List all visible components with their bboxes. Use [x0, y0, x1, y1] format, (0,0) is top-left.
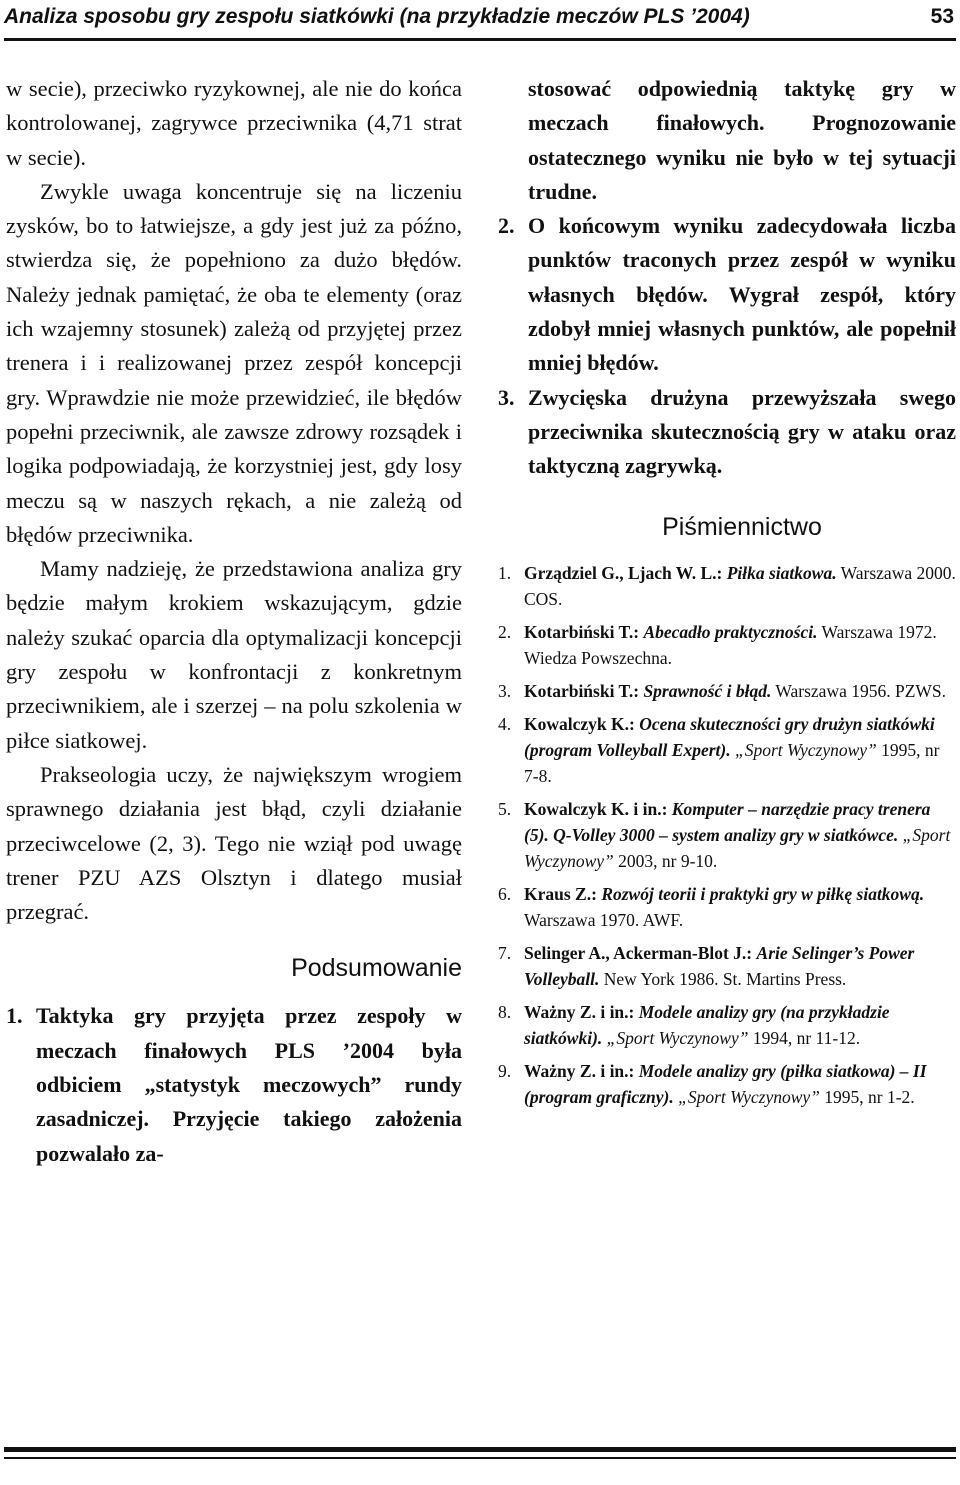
reference-item: [498, 999, 956, 1051]
summary-item-number: 1.: [6, 1003, 23, 1029]
summary-continuation: stosować odpowiednią taktykę gry w meczach finałowych. Prognozowanie ostatecznego wyniku nie było w tej sytuacji trudne.: [528, 76, 956, 204]
reference-number: 6.: [498, 883, 512, 904]
reference-item: [498, 1058, 956, 1110]
reference-details: 1995, nr 7-8.: [524, 739, 940, 786]
reference-item: [498, 881, 956, 933]
reference-author: Kotarbiński T.:: [524, 621, 640, 642]
left-column: [6, 72, 462, 1171]
reference-number: 7.: [498, 942, 512, 963]
reference-item: [498, 619, 956, 671]
paragraph: Prakseologia uczy, że największym wrogiem sprawnego działania jest błąd, czyli działanie przeciwcelowe (2, 3). Tego nie wziął pod uwagę trener PZU AZS Olsztyn i dlatego musiał przegrać.: [6, 761, 462, 925]
reference-journal: „Sport Wyczynowy”: [524, 824, 951, 871]
reference-title: Arie Selinger’s Power Volleyball.: [524, 942, 915, 989]
paragraph: Mamy nadzieję, że przedstawiona analiza gry będzie małym krokiem wskazującym, gdzie należy szukać oparcia dla optymalizacji koncepcji gry zespołu w konfrontacji z konkretnym przeciwnikiem, ale i szerzej – na polu szkolenia w piłce siatkowej.: [6, 556, 462, 753]
summary-item: [498, 381, 956, 484]
reference-number: 3.: [498, 680, 512, 701]
reference-author: Selinger A., Ackerman-Blot J.:: [524, 942, 753, 963]
reference-number: 1.: [498, 562, 512, 583]
reference-number: 8.: [498, 1001, 512, 1022]
summary-list: [6, 999, 462, 1170]
reference-number: 5.: [498, 798, 512, 819]
reference-number: 9.: [498, 1060, 512, 1081]
summary-item: [498, 209, 956, 380]
paragraph: w secie), przeciwko ryzykownej, ale nie do końca kontrolowanej, zagrywce przeciwnika (4,71 strat w secie).: [6, 76, 462, 170]
reference-author: Ważny Z. i in.:: [524, 1001, 635, 1022]
reference-title: Sprawność i błąd.: [643, 680, 772, 701]
references-heading: Piśmiennictwo: [662, 512, 822, 541]
reference-title: Ocena skuteczności gry drużyn siatkówki (program Volleyball Expert).: [524, 713, 935, 760]
reference-journal: „Sport Wyczynowy”: [606, 1027, 749, 1048]
summary-item: [6, 999, 462, 1170]
header-rule: [4, 38, 956, 41]
summary-item-number: 2.: [498, 213, 515, 239]
reference-title: Abecadło praktyczności.: [643, 621, 818, 642]
paragraph: Zwykle uwaga koncentruje się na liczeniu zysków, bo to łatwiejsze, a gdy jest już za późno, stwierdza się, że popełniono za dużo błędów. Należy jednak pamiętać, że oba te elementy (oraz ich wzajemny stosunek) zależą od przyjętej przez trenera i i realizowanej przez zespół koncepcji gry. Wprawdzie nie może przewidzieć, ile błędów popełni przeciwnik, ale zawsze zdrowy rozsądek i logika podpowiadają, że korzystniej jest, gdy losy meczu są w naszych rękach, a nie zależą od błędów przeciwnika.: [6, 178, 462, 547]
reference-title: Komputer – narzędzie pracy trenera (5). Q-Volley 3000 – system analizy gry w siatkówce.: [524, 798, 931, 845]
reference-author: Ważny Z. i in.:: [524, 1060, 635, 1081]
reference-number: 2.: [498, 621, 512, 642]
reference-details: 1995, nr 1-2.: [824, 1086, 915, 1107]
reference-details: Warszawa 1972. Wiedza Powszechna.: [524, 621, 937, 668]
references-list: [498, 560, 956, 1110]
reference-item: [498, 796, 956, 874]
reference-title: Piłka siatkowa.: [726, 562, 837, 583]
right-column: [498, 72, 956, 1117]
reference-author: Grządziel G., Ljach W. L.:: [524, 562, 723, 583]
reference-details: Warszawa 1956. PZWS.: [775, 680, 947, 701]
reference-details: 2003, nr 9-10.: [618, 850, 718, 871]
summary-item-text: Taktyka gry przyjęta przez zespoły w meczach finałowych PLS ’2004 była odbiciem „statystyk meczowych” rundy zasadniczej. Przyjęcie takiego założenia pozwalało za-: [36, 1003, 462, 1166]
running-header: [4, 4, 956, 40]
summary-list-continued: [498, 209, 956, 483]
page-number: 53: [930, 5, 954, 28]
reference-details: Warszawa 2000. COS.: [524, 562, 956, 609]
header-title: Analiza sposobu gry zespołu siatkówki (na przykładzie meczów PLS ’2004): [4, 5, 750, 28]
reference-item: [498, 711, 956, 789]
reference-author: Kotarbiński T.:: [524, 680, 640, 701]
reference-details: New York 1986. St. Martins Press.: [603, 968, 847, 989]
reference-number: 4.: [498, 713, 512, 734]
reference-title: Modele analizy gry (na przykładzie siatkówki).: [524, 1001, 890, 1048]
footer-rule-thin: [4, 1457, 956, 1459]
reference-author: Kraus Z.:: [524, 883, 597, 904]
summary-heading: Podsumowanie: [291, 954, 462, 983]
reference-item: [498, 678, 956, 704]
reference-item: [498, 940, 956, 992]
reference-journal: „Sport Wyczynowy”: [734, 739, 877, 760]
summary-item-text: Zwycięska drużyna przewyższała swego przeciwnika skutecznością gry w ataku oraz taktyczną zagrywką.: [528, 384, 956, 479]
reference-journal: „Sport Wyczynowy”: [678, 1086, 820, 1107]
reference-item: [498, 560, 956, 612]
reference-author: Kowalczyk K.:: [524, 713, 635, 734]
summary-item-number: 3.: [498, 384, 515, 410]
reference-author: Kowalczyk K. i in.:: [524, 798, 668, 819]
summary-item-text: O końcowym wyniku zadecydowała liczba punktów traconych przez zespół w wyniku własnych błędów. Wygrał zespół, który zdobył mniej własnych punktów, ale popełnił mniej błędów.: [528, 213, 956, 376]
reference-title: Rozwój teorii i praktyki gry w piłkę siatkową.: [601, 883, 925, 904]
reference-title: Modele analizy gry (piłka siatkowa) – II (program graficzny).: [524, 1060, 927, 1107]
reference-details: 1994, nr 11-12.: [752, 1027, 861, 1048]
reference-details: Warszawa 1970. AWF.: [524, 909, 684, 930]
footer-rule: [4, 1447, 956, 1452]
